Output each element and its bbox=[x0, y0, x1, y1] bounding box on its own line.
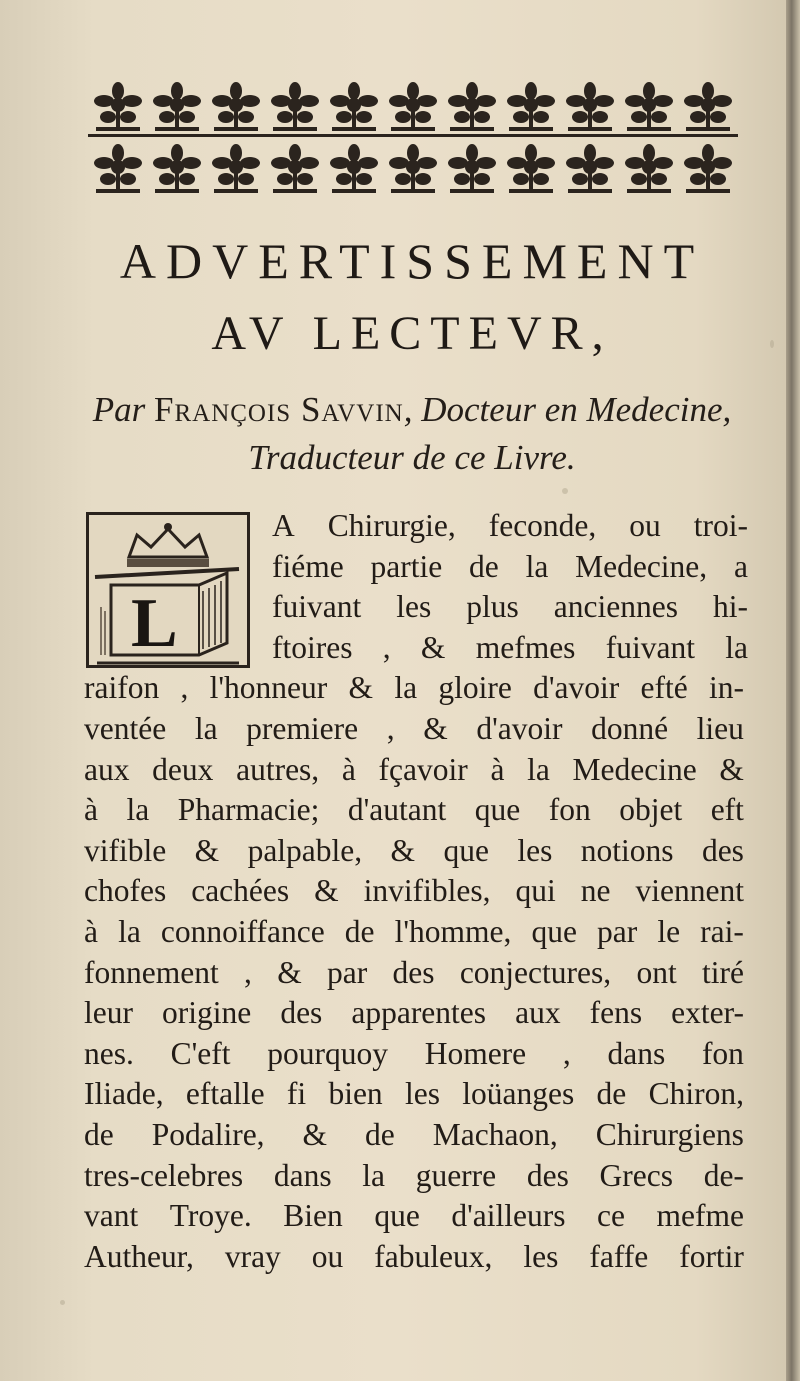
heading-advertissement: ADVERTISSEMENT bbox=[119, 233, 705, 289]
floral-motif-icon bbox=[389, 82, 437, 131]
page-edge-shadow bbox=[786, 0, 800, 1381]
floral-motif-icon bbox=[389, 144, 437, 193]
byline-par: Par bbox=[92, 390, 146, 429]
floral-motif-icon bbox=[212, 144, 260, 193]
text-line: Autheur, vray ou fabuleux, les faffe fortir bbox=[84, 1238, 744, 1274]
floral-motif-icon bbox=[212, 82, 260, 131]
floral-motif-icon bbox=[153, 144, 201, 193]
text-line: tres-celebres dans la guerre des Grecs de- bbox=[84, 1157, 744, 1193]
text-line: raifon , l'honneur & la gloire d'avoir efté in- bbox=[84, 670, 744, 706]
text-line: vant Troye. Bien que d'ailleurs ce mefme bbox=[84, 1198, 744, 1234]
floral-motif-icon bbox=[507, 82, 555, 131]
drop-cap-crown-chest-icon bbox=[86, 512, 250, 668]
text-line: aux deux autres, à fçavoir à la Medecine & bbox=[84, 751, 744, 787]
text-line: ftoires , & mefmes fuivant la bbox=[272, 629, 748, 665]
text-line: de Podalire, & de Machaon, Chirurgiens bbox=[84, 1117, 744, 1152]
floral-motif-icon bbox=[153, 82, 201, 131]
text-line: leur origine des apparentes aux fens exter- bbox=[84, 995, 744, 1031]
text-line: chofes cachées & invifibles, qui ne viennent bbox=[84, 873, 744, 909]
heading-au-lecteur: AV LECTEVR, bbox=[211, 307, 613, 360]
floral-headpiece-icon bbox=[88, 74, 738, 198]
paper-speck bbox=[60, 1300, 65, 1305]
floral-motif-icon bbox=[507, 144, 555, 193]
floral-motif-icon bbox=[566, 82, 614, 131]
floral-motif-icon bbox=[625, 82, 673, 131]
floral-motif-icon bbox=[566, 144, 614, 193]
floral-motif-icon bbox=[448, 144, 496, 193]
floral-motif-icon bbox=[271, 144, 319, 193]
text-line: fuivant les plus anciennes hi- bbox=[272, 589, 748, 625]
byline-role: , Docteur en Medecine, Traducteur de ce Livre. bbox=[248, 390, 732, 477]
floral-motif-icon bbox=[94, 82, 142, 131]
floral-motif-icon bbox=[271, 82, 319, 131]
floral-motif-icon bbox=[684, 144, 732, 193]
text-line: vifible & palpable, & que les notions des bbox=[84, 832, 744, 868]
text-line: à la Pharmacie; d'autant que fon objet eft bbox=[84, 792, 744, 828]
byline-author: François Savvin bbox=[154, 390, 404, 429]
floral-motif-icon bbox=[684, 82, 732, 131]
text-line: A Chirurgie, feconde, ou troi- bbox=[272, 508, 748, 543]
floral-motif-icon bbox=[625, 144, 673, 193]
text-line: ventée la premiere , & d'avoir donné lieu bbox=[84, 711, 744, 746]
text-line: nes. C'eft pourquoy Homere , dans fon bbox=[84, 1035, 744, 1071]
drop-cap-letter: L bbox=[131, 585, 178, 662]
text-line: fiéme partie de la Medecine, a bbox=[272, 548, 748, 584]
floral-motif-icon bbox=[330, 82, 378, 131]
text-line: à la connoiffance de l'homme, que par le rai- bbox=[84, 914, 744, 949]
floral-motif-icon bbox=[330, 144, 378, 193]
text-line: fonnement , & par des conjectures, ont tiré bbox=[84, 954, 744, 990]
byline bbox=[78, 386, 746, 482]
paper-speck bbox=[562, 488, 568, 494]
floral-motif-icon bbox=[448, 82, 496, 131]
paper-speck bbox=[770, 340, 774, 348]
floral-motif-icon bbox=[94, 144, 142, 193]
text-line: Iliade, eftalle fi bien les loüanges de Chiron, bbox=[84, 1076, 744, 1112]
